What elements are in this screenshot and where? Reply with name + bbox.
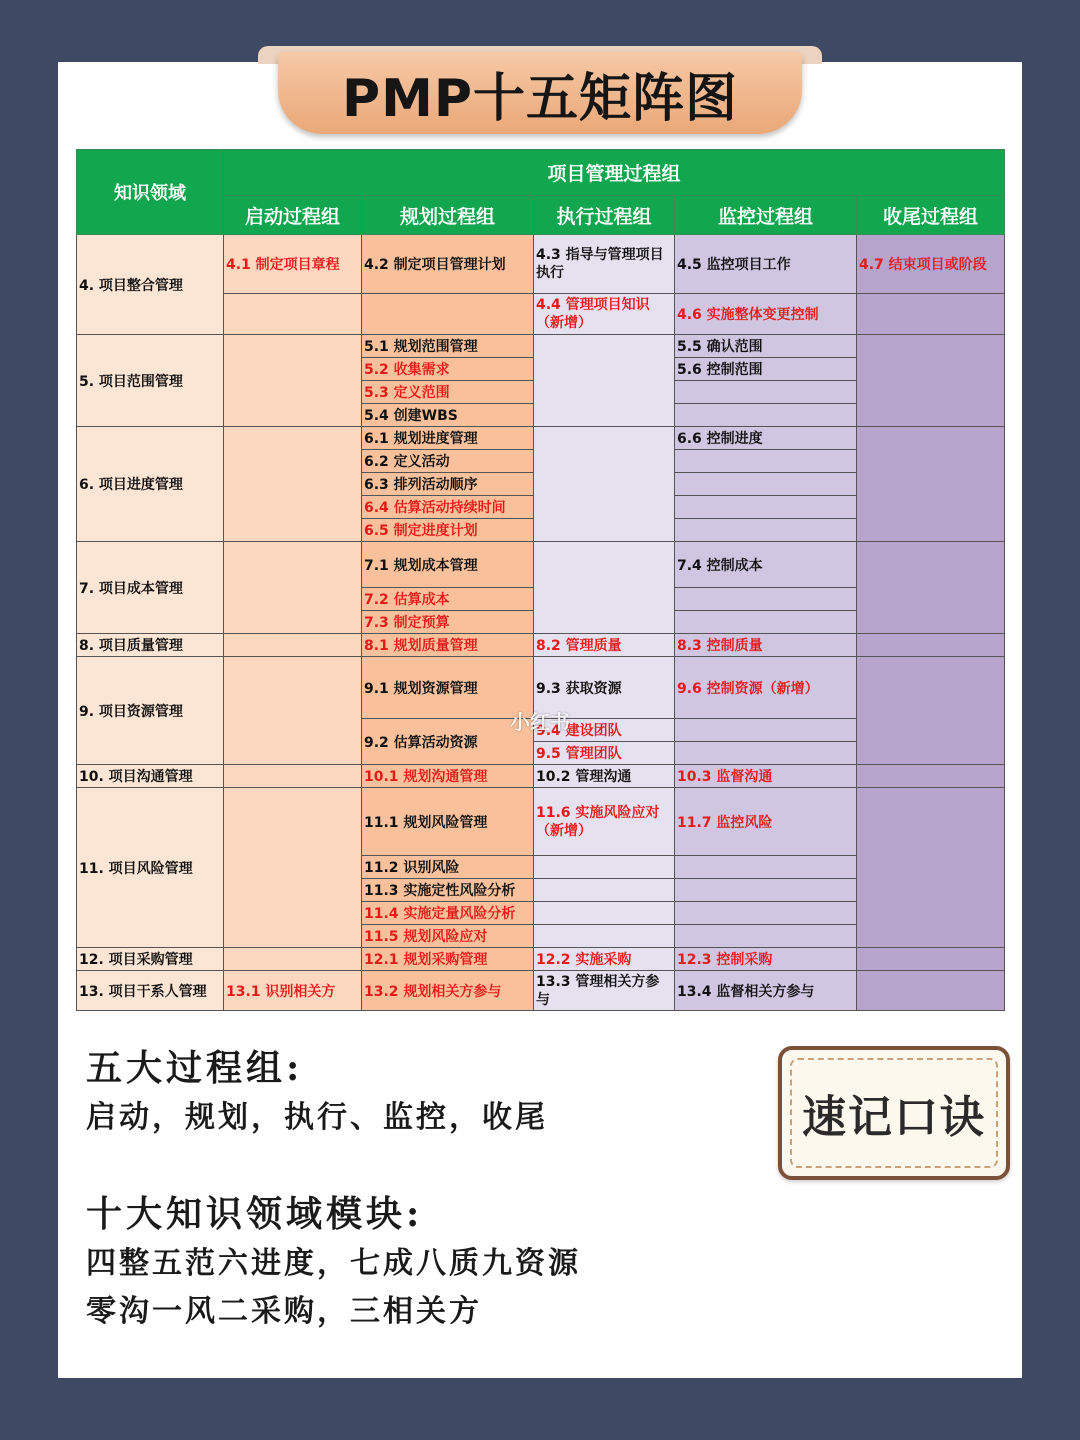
process-cell: 5.1 规划范围管理 (362, 335, 534, 358)
matrix-table (76, 149, 1005, 1011)
empty-cell (224, 765, 362, 788)
empty-cell (675, 519, 857, 542)
process-cell: 11.7 监控风险 (675, 788, 857, 856)
area-quality: 8. 项目质量管理 (77, 634, 224, 657)
empty-cell (857, 788, 1005, 948)
process-cell: 4.7 结束项目或阶段 (857, 235, 1005, 294)
area-communication: 10. 项目沟通管理 (77, 765, 224, 788)
empty-cell (675, 879, 857, 902)
area-procurement: 12. 项目采购管理 (77, 948, 224, 971)
process-cell: 4.1 制定项目章程 (224, 235, 362, 294)
empty-cell (534, 427, 675, 542)
process-cell: 12.1 规划采购管理 (362, 948, 534, 971)
empty-cell (224, 294, 362, 335)
empty-cell (224, 634, 362, 657)
stamp-label: 速记口诀 (802, 1092, 986, 1143)
empty-cell (675, 719, 857, 742)
header-monitoring: 监控过程组 (675, 196, 857, 235)
process-cell: 9.3 获取资源 (534, 657, 675, 719)
empty-cell (857, 971, 1005, 1011)
empty-cell (857, 294, 1005, 335)
process-cell: 6.1 规划进度管理 (362, 427, 534, 450)
process-cell: 4.3 指导与管理项目执行 (534, 235, 675, 294)
title-banner (258, 46, 822, 134)
process-cell: 7.2 估算成本 (362, 588, 534, 611)
process-cell: 13.4 监督相关方参与 (675, 971, 857, 1011)
process-cell: 10.1 规划沟通管理 (362, 765, 534, 788)
process-cell: 12.3 控制采购 (675, 948, 857, 971)
process-cell: 6.5 制定进度计划 (362, 519, 534, 542)
empty-cell (857, 948, 1005, 971)
process-cell: 9.5 管理团队 (534, 742, 675, 765)
process-cell: 7.1 规划成本管理 (362, 542, 534, 588)
stamp-border (790, 1058, 998, 1168)
empty-cell (675, 404, 857, 427)
process-cell: 5.2 收集需求 (362, 358, 534, 381)
process-cell: 8.1 规划质量管理 (362, 634, 534, 657)
process-cell: 7.3 制定预算 (362, 611, 534, 634)
empty-cell (224, 427, 362, 542)
knowledge-areas-line-2: 零沟一风二采购，三相关方 (86, 1294, 482, 1329)
process-cell: 13.1 识别相关方 (224, 971, 362, 1011)
empty-cell (224, 335, 362, 427)
mnemonic-stamp (778, 1046, 1010, 1180)
empty-cell (534, 925, 675, 948)
empty-cell (857, 657, 1005, 765)
process-cell: 11.5 规划风险应对 (362, 925, 534, 948)
process-cell: 12.2 实施采购 (534, 948, 675, 971)
header-process-groups: 项目管理过程组 (224, 150, 1005, 196)
process-cell: 4.5 监控项目工作 (675, 235, 857, 294)
empty-cell (534, 542, 675, 634)
area-schedule: 6. 项目进度管理 (77, 427, 224, 542)
heading-process-groups: 五大过程组: (86, 1047, 304, 1089)
process-cell: 8.2 管理质量 (534, 634, 675, 657)
process-cell: 4.2 制定项目管理计划 (362, 235, 534, 294)
area-resource: 9. 项目资源管理 (77, 657, 224, 765)
empty-cell (675, 450, 857, 473)
empty-cell (534, 902, 675, 925)
process-groups-line: 启动，规划，执行、监控，收尾 (86, 1100, 548, 1135)
area-risk: 11. 项目风险管理 (77, 788, 224, 948)
process-cell: 6.3 排列活动顺序 (362, 473, 534, 496)
empty-cell (857, 427, 1005, 542)
empty-cell (675, 381, 857, 404)
empty-cell (857, 765, 1005, 788)
process-cell: 9.2 估算活动资源 (362, 719, 534, 765)
title-bar (278, 52, 802, 134)
process-cell: 13.3 管理相关方参与 (534, 971, 675, 1011)
process-cell: 11.4 实施定量风险分析 (362, 902, 534, 925)
process-cell: 5.6 控制范围 (675, 358, 857, 381)
process-cell: 5.5 确认范围 (675, 335, 857, 358)
process-cell: 4.4 管理项目知识（新增） (534, 294, 675, 335)
process-cell: 6.6 控制进度 (675, 427, 857, 450)
empty-cell (675, 496, 857, 519)
heading-knowledge-areas: 十大知识领域模块: (86, 1193, 424, 1235)
empty-cell (224, 788, 362, 948)
header-planning: 规划过程组 (362, 196, 534, 235)
empty-cell (675, 588, 857, 611)
process-cell: 9.6 控制资源（新增） (675, 657, 857, 719)
empty-cell (675, 902, 857, 925)
process-cell: 11.3 实施定性风险分析 (362, 879, 534, 902)
header-initiating: 启动过程组 (224, 196, 362, 235)
page-title: PMP十五矩阵图 (342, 68, 738, 129)
header-executing: 执行过程组 (534, 196, 675, 235)
empty-cell (675, 473, 857, 496)
process-cell: 5.4 创建WBS (362, 404, 534, 427)
process-cell: 4.6 实施整体变更控制 (675, 294, 857, 335)
process-cell: 5.3 定义范围 (362, 381, 534, 404)
empty-cell (675, 925, 857, 948)
process-cell: 10.3 监督沟通 (675, 765, 857, 788)
header-knowledge: 知识领域 (77, 150, 224, 235)
empty-cell (857, 542, 1005, 634)
empty-cell (675, 611, 857, 634)
process-cell: 10.2 管理沟通 (534, 765, 675, 788)
empty-cell (675, 856, 857, 879)
process-cell: 11.1 规划风险管理 (362, 788, 534, 856)
area-stakeholder: 13. 项目干系人管理 (77, 971, 224, 1011)
process-cell: 9.1 规划资源管理 (362, 657, 534, 719)
empty-cell (224, 948, 362, 971)
watermark: 小红书 (510, 710, 570, 734)
empty-cell (534, 335, 675, 427)
process-cell: 6.2 定义活动 (362, 450, 534, 473)
area-cost: 7. 项目成本管理 (77, 542, 224, 634)
empty-cell (362, 294, 534, 335)
area-scope: 5. 项目范围管理 (77, 335, 224, 427)
empty-cell (534, 879, 675, 902)
header-closing: 收尾过程组 (857, 196, 1005, 235)
empty-cell (857, 335, 1005, 427)
empty-cell (224, 542, 362, 634)
process-cell: 11.6 实施风险应对（新增） (534, 788, 675, 856)
empty-cell (675, 742, 857, 765)
area-integration: 4. 项目整合管理 (77, 235, 224, 335)
empty-cell (224, 657, 362, 765)
process-cell: 6.4 估算活动持续时间 (362, 496, 534, 519)
process-cell: 11.2 识别风险 (362, 856, 534, 879)
process-cell: 13.2 规划相关方参与 (362, 971, 534, 1011)
process-cell: 7.4 控制成本 (675, 542, 857, 588)
empty-cell (534, 856, 675, 879)
process-cell: 9.4 建设团队 (534, 719, 675, 742)
knowledge-areas-line-1: 四整五范六进度，七成八质九资源 (86, 1246, 581, 1281)
empty-cell (857, 634, 1005, 657)
process-cell: 8.3 控制质量 (675, 634, 857, 657)
